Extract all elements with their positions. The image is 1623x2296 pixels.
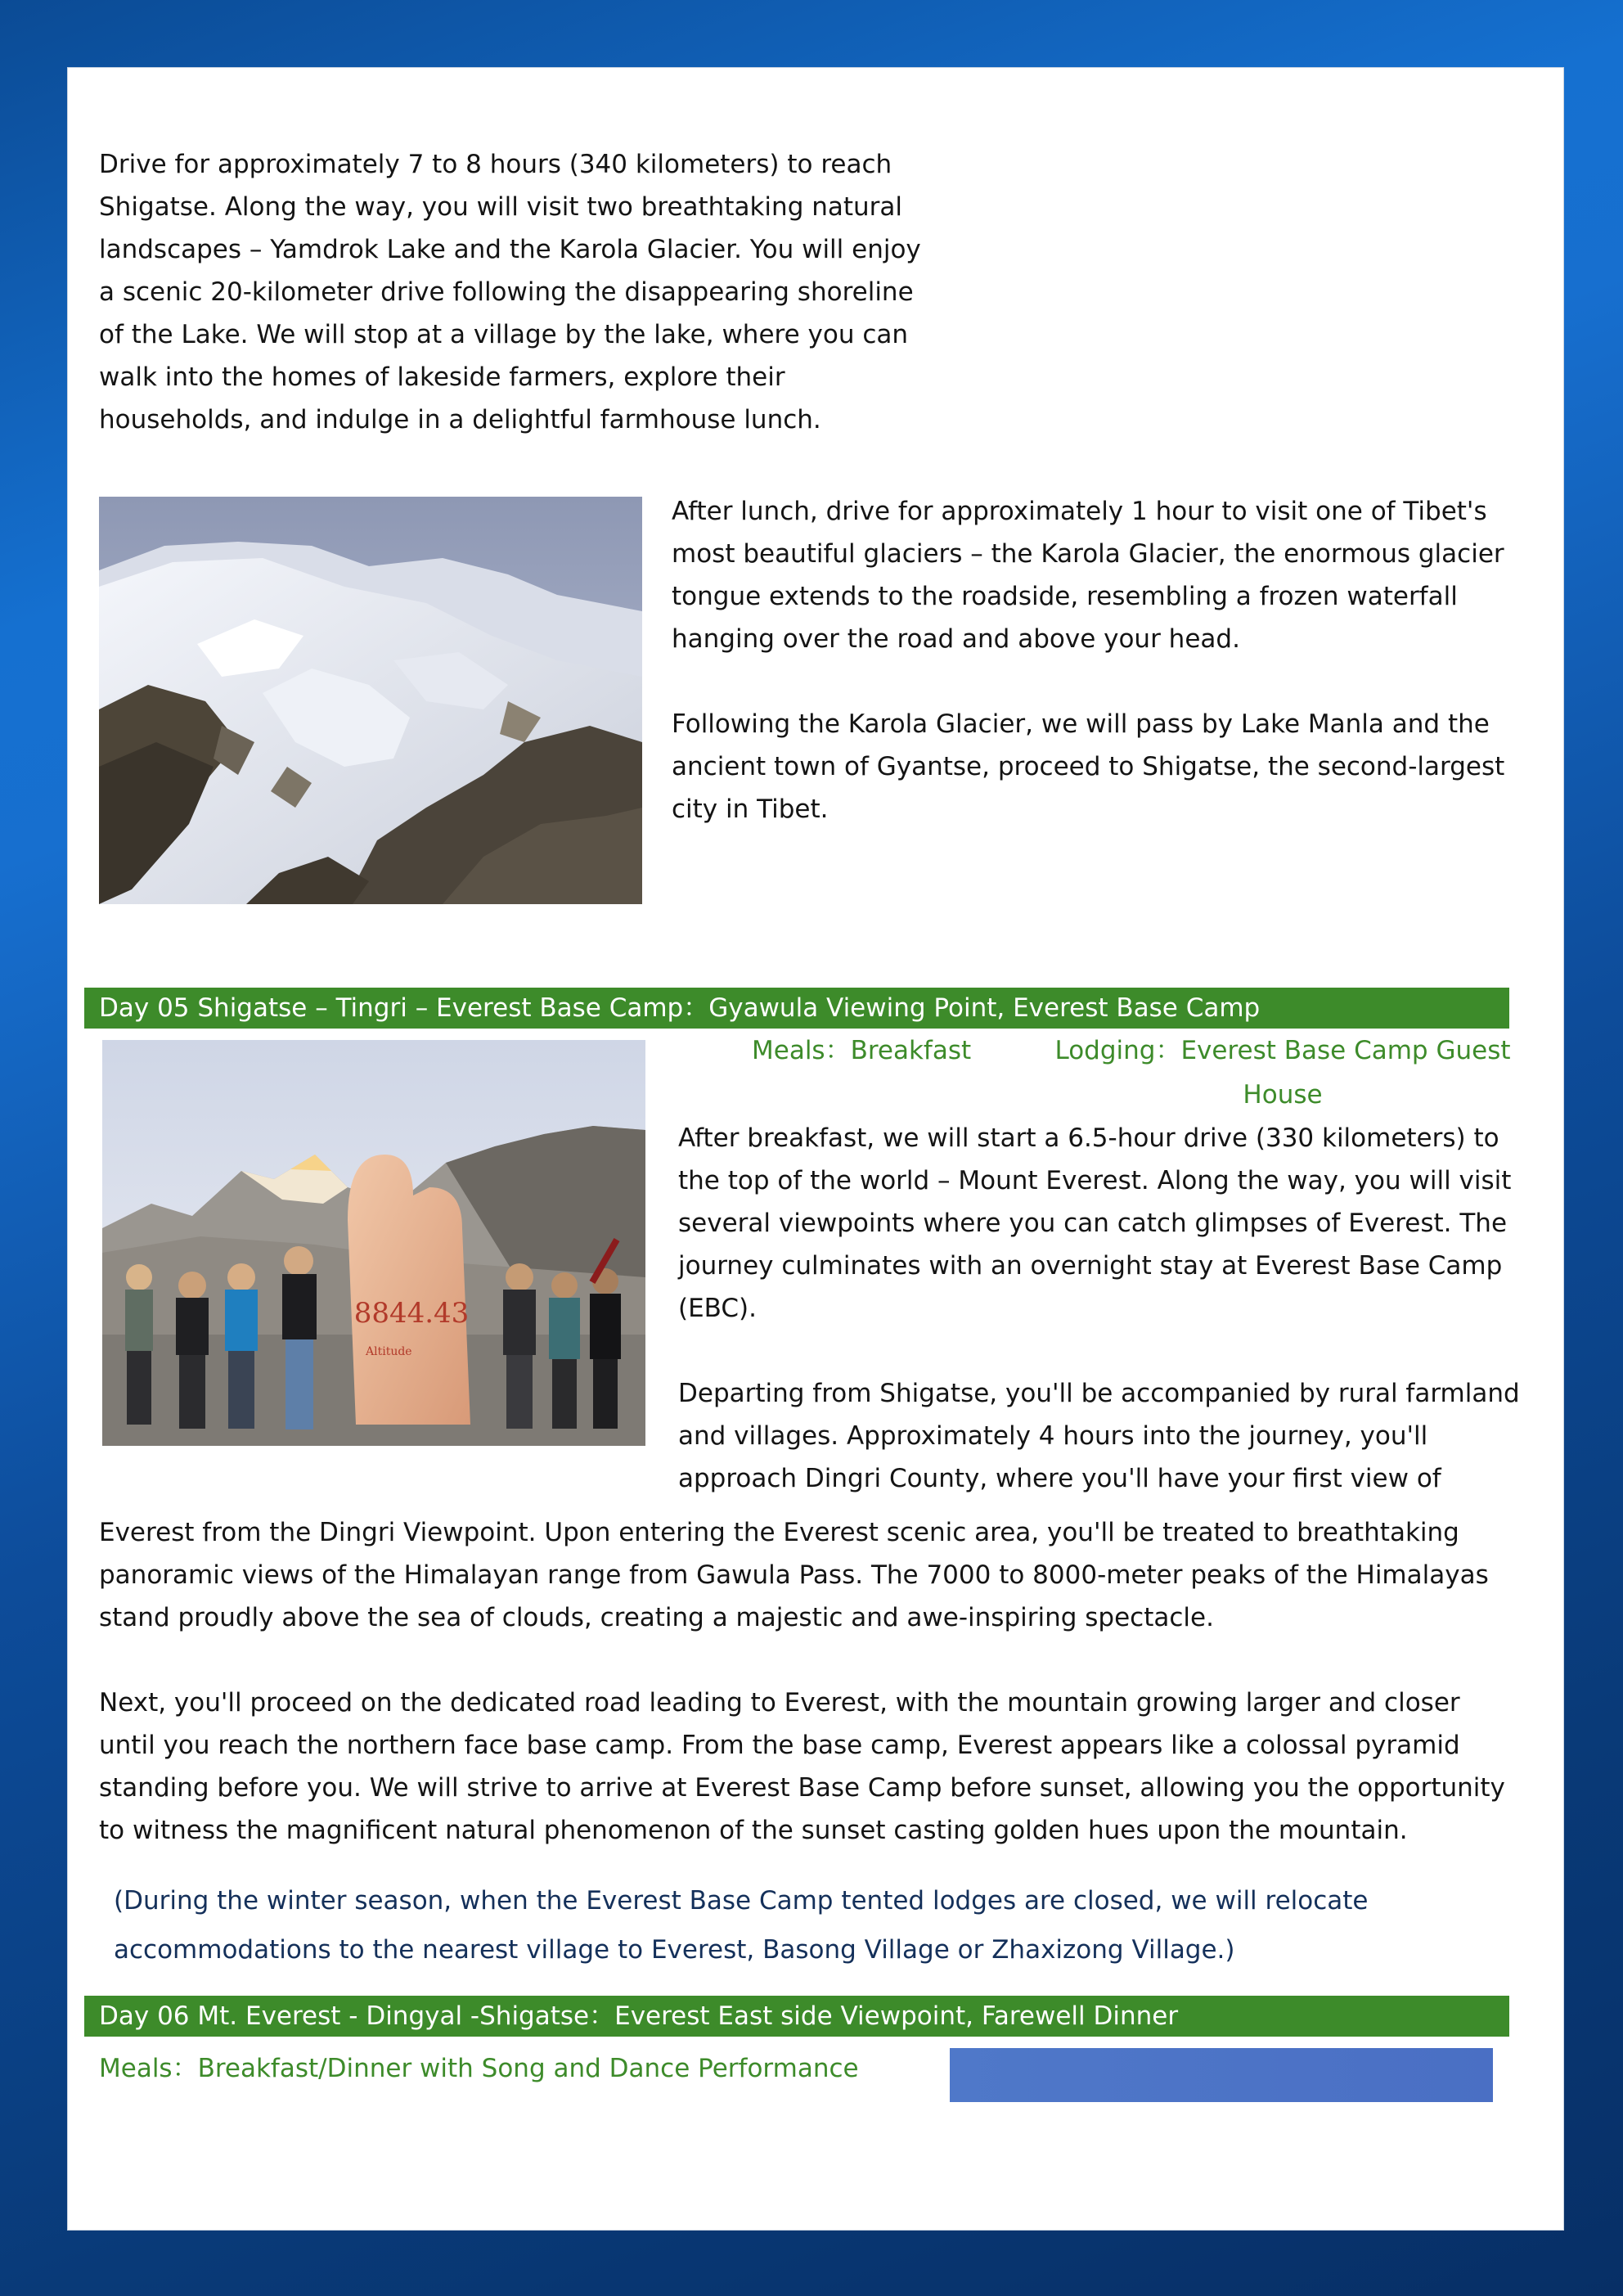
- stone-altitude-number: 8844.43: [353, 1297, 470, 1330]
- day-05-text-1: After breakfast, we will start a 6.5-hour drive (330 kilometers) to the top of the world – Mount Everest. Along the way, you will visit several viewpoints where you can catch glimpses of Everest. The journey culminates with an overnight stay at Everest Base Camp (EBC).: [678, 1123, 1512, 1323]
- day-05-text-4: Next, you'll proceed on the dedicated road leading to Everest, with the mountain growing larger and closer until you reach the northern face base camp. From the base camp, Everest appears like a colossal pyramid standing before you. We will strive to arrive at Everest Base Camp before sunset, allowing you the opportunity to witness the magnificent natural phenomenon of the sunset casting golden hues upon the mountain.: [99, 1688, 1505, 1845]
- glacier-text-2: Following the Karola Glacier, we will pass by Lake Manla and the ancient town of Gyantse, proceed to Shigatse, the second-largest city in Tibet.: [672, 709, 1505, 824]
- winter-season-note: (During the winter season, when the Everest Base Camp tented lodges are closed, we will relocate accommodations to the nearest village to Everest, Basong Village or Zhaxizong Village.): [114, 1886, 1369, 1965]
- everest-base-camp-photo: [102, 1040, 645, 1446]
- karola-glacier-photo: [99, 497, 642, 904]
- intro-text: Drive for approximately 7 to 8 hours (340 kilometers) to reach Shigatse. Along the way, you will visit two breathtaking natural landscapes – Yamdrok Lake and the Karola Glacier. You will enjoy a scenic 20-kilometer drive following the disappearing shoreline of the Lake. We will stop at a village by the lake, where you can walk into the homes of lakeside farmers, explore their households, and indulge in a delightful farmhouse lunch.: [99, 150, 921, 434]
- stone-altitude-label: Altitude: [366, 1345, 412, 1358]
- day-05-header: Day 05 Shigatse – Tingri – Everest Base Camp：Gyawula Viewing Point, Everest Base Camp: [84, 988, 1509, 1029]
- day-05-text-2: Departing from Shigatse, you'll be accompanied by rural farmland and villages. Approximately 4 hours into the journey, you'll approach Dingri County, where you'll have your first view of: [678, 1379, 1520, 1493]
- day-05-text-3: Everest from the Dingri Viewpoint. Upon entering the Everest scenic area, you'll be treated to breathtaking panoramic views of the Himalayan range from Gawula Pass. The 7000 to 8000-meter peaks of the Himalayas stand proudly above the sea of clouds, creating a majestic and awe-inspiring spectacle.: [99, 1518, 1489, 1632]
- glacier-text-1: After lunch, drive for approximately 1 hour to visit one of Tibet's most beautiful glaciers – the Karola Glacier, the enormous glacier tongue extends to the roadside, resembling a frozen waterfall hanging over the road and above your head.: [672, 497, 1504, 654]
- day-06-photo: [950, 2048, 1493, 2102]
- itinerary-page: [67, 67, 1564, 2231]
- day-06-meals: Meals：Breakfast/Dinner with Song and Dance Performance: [99, 2054, 859, 2083]
- day-05-paragraphs-full: [99, 1511, 1522, 1852]
- day-05-lodging: Lodging：Everest Base Camp Guest House: [1054, 1036, 1511, 1110]
- day-06-header: Day 06 Mt. Everest - Dingyal -Shigatse：Everest East side Viewpoint, Farewell Dinner: [84, 1996, 1509, 2037]
- glacier-paragraphs: [672, 490, 1531, 831]
- intro-paragraph: [99, 143, 925, 441]
- day-05-paragraphs-right: [678, 1117, 1529, 1500]
- day-05-meals: Meals：Breakfast: [752, 1036, 972, 1065]
